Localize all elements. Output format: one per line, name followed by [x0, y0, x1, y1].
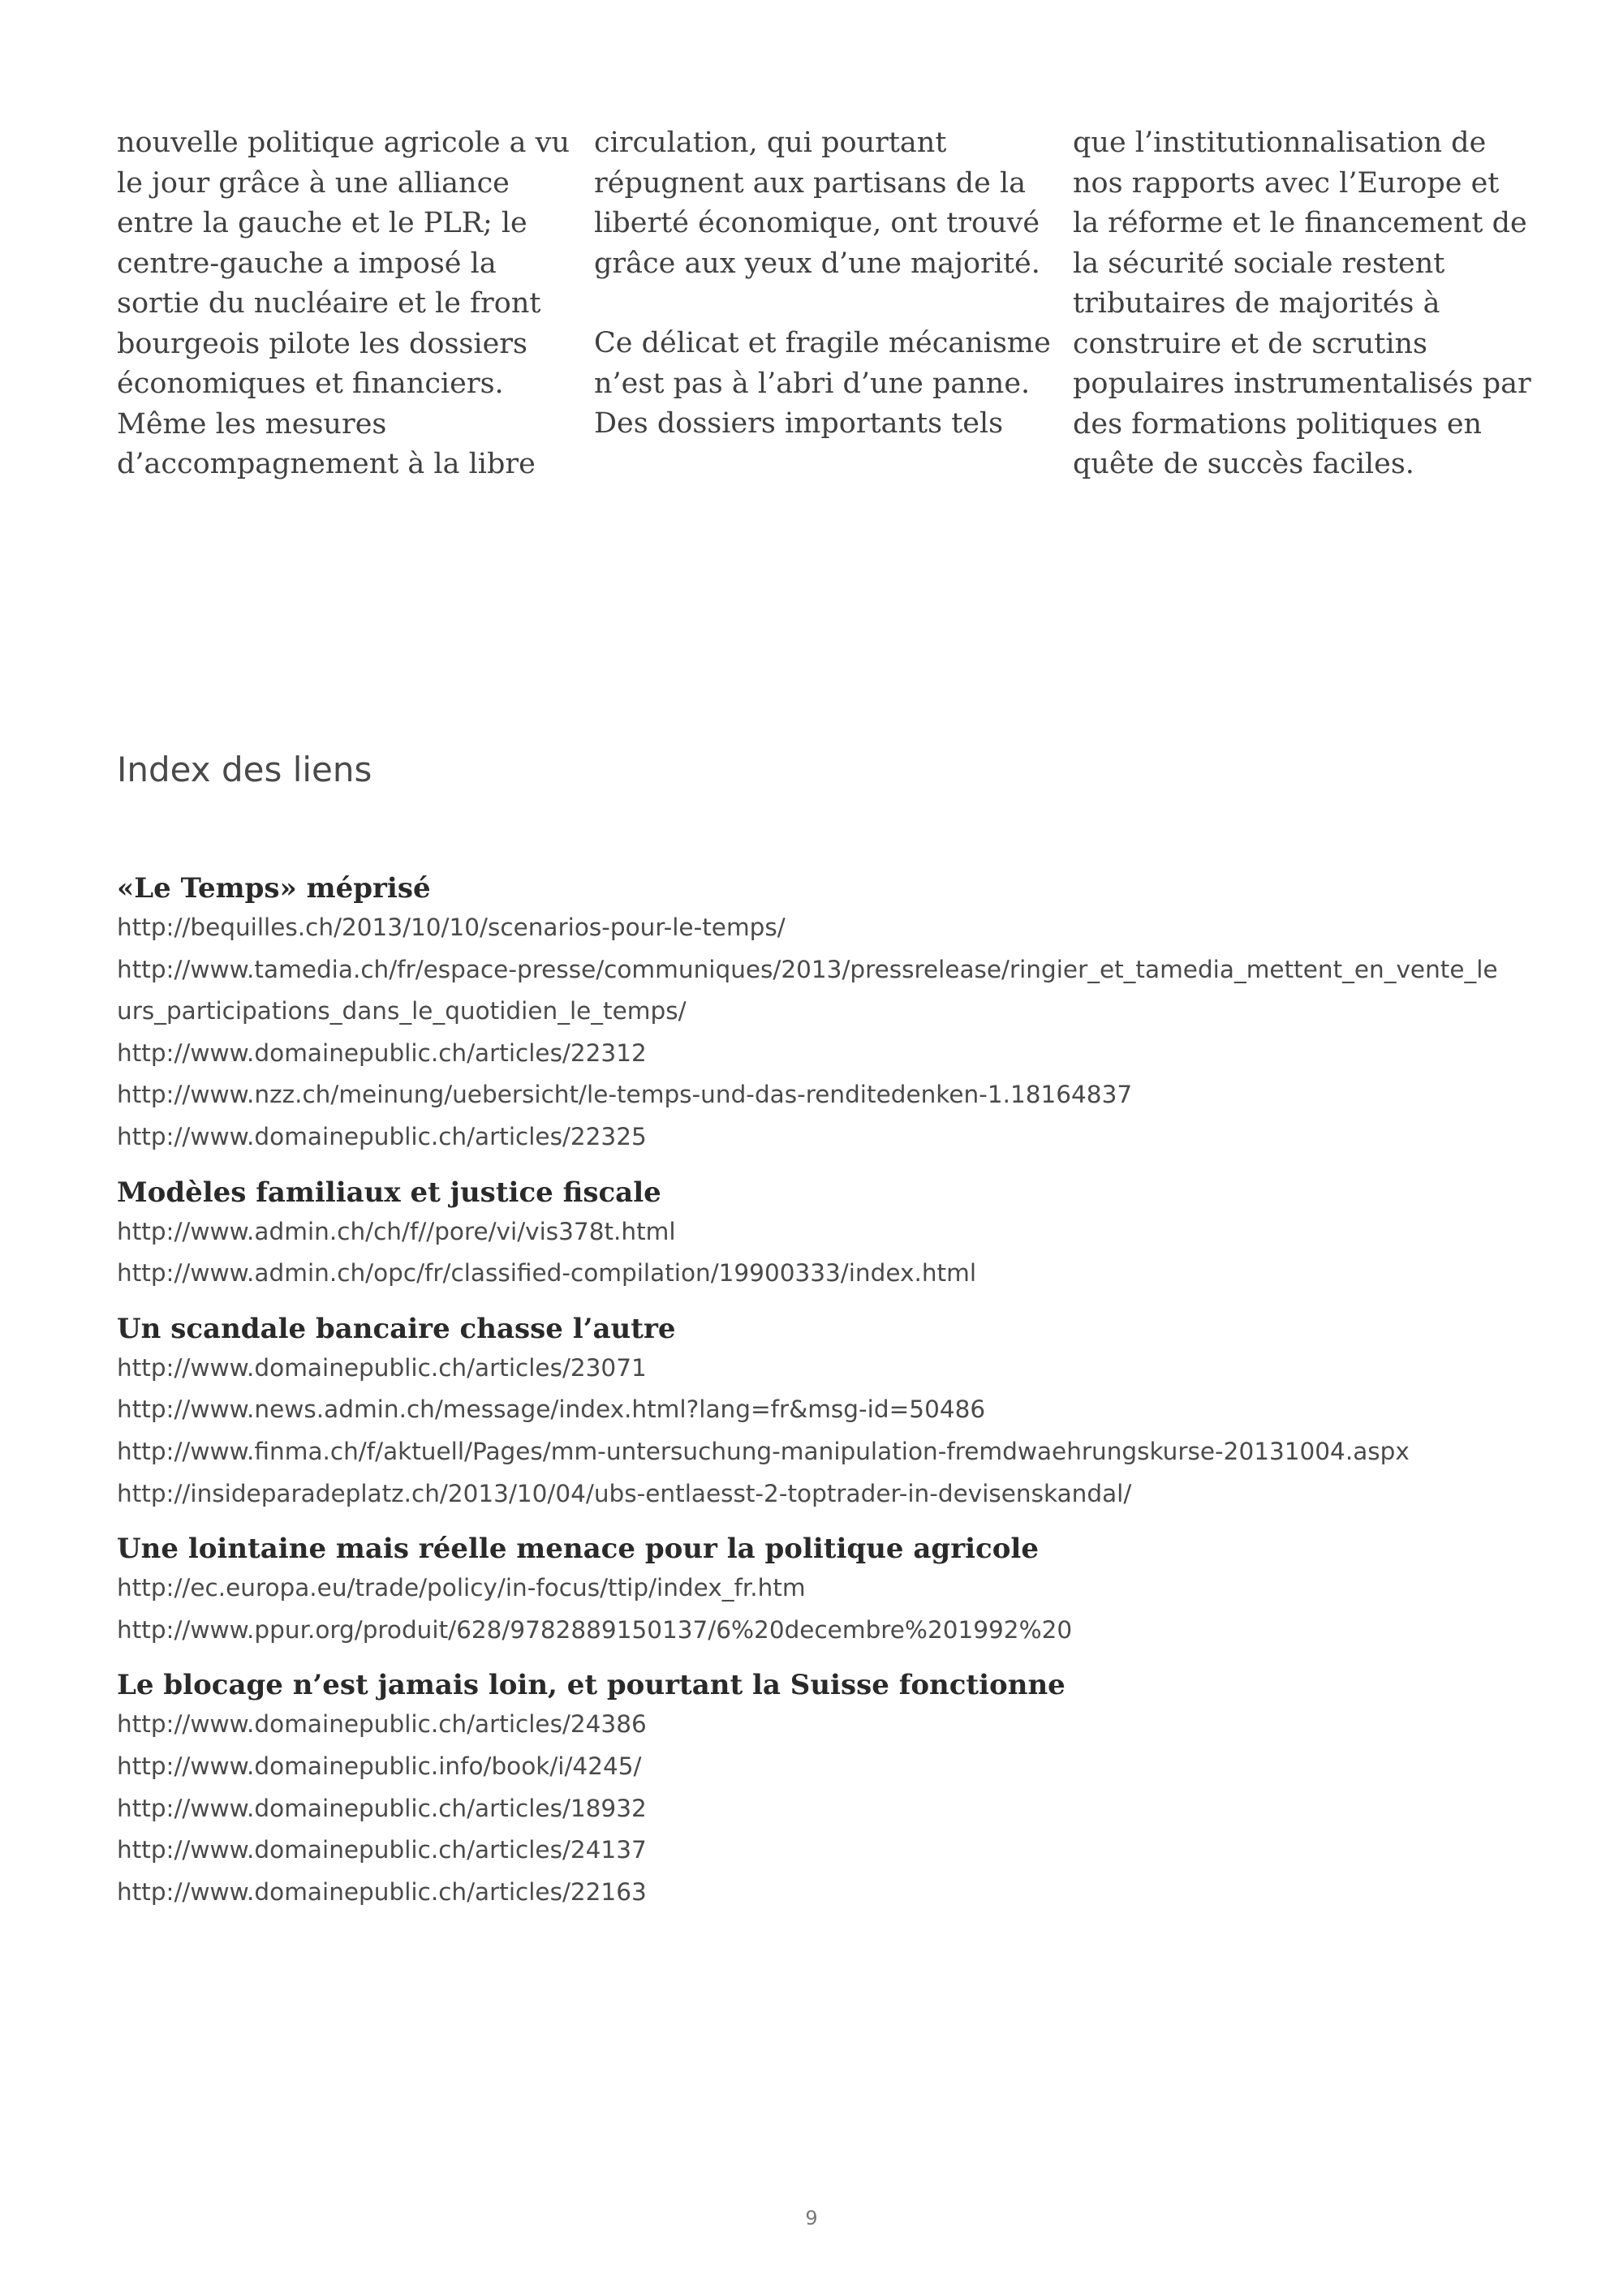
link-url[interactable]: http://www.admin.ch/opc/fr/classified-compilation/19900333/index.html: [117, 1259, 977, 1288]
link-url[interactable]: http://www.domainepublic.info/book/i/4245/: [117, 1752, 642, 1780]
text-line: tributaires de majorités à: [1073, 287, 1440, 320]
text-line: circulation, qui pourtant: [594, 127, 947, 159]
link-url[interactable]: http://bequilles.ch/2013/10/10/scenarios-pour-le-temps/: [117, 914, 786, 941]
link-section: [117, 1530, 1513, 1651]
paragraph: [1073, 123, 1531, 485]
link-section: [117, 1666, 1513, 1913]
link-index: [117, 870, 1513, 1928]
text-line: Ce délicat et fragile mécanisme: [594, 327, 1051, 359]
text-line: liberté économique, ont trouvé: [594, 207, 1040, 239]
paragraph: [117, 123, 570, 485]
text-line: le jour grâce à une alliance: [117, 166, 510, 200]
text-line: centre-gauche a imposé la: [117, 247, 497, 280]
section-title: «Le Temps» méprisé: [117, 872, 431, 905]
article-column-3: [1073, 123, 1531, 485]
text-line: nos rapports avec l’Europe et: [1073, 166, 1500, 200]
text-line: des formations politiques en: [1073, 407, 1483, 441]
link-url[interactable]: http://www.domainepublic.ch/articles/23071: [117, 1353, 647, 1382]
text-line: sortie du nucléaire et le front: [117, 287, 541, 320]
link-section: [117, 1174, 1513, 1295]
text-line: entre la gauche et le PLR; le: [117, 207, 527, 239]
text-line: Même les mesures: [117, 407, 387, 441]
link-url[interactable]: http://www.finma.ch/f/aktuell/Pages/mm-untersuchung-manipulation-fremdwaehrungskurse-20131004.aspx: [117, 1437, 1410, 1465]
index-title: Index des liens: [117, 750, 372, 789]
page-number: 9: [805, 2207, 818, 2229]
text-line: bourgeois pilote les dossiers: [117, 327, 527, 360]
link-url[interactable]: http://ec.europa.eu/trade/policy/in-focus/ttip/index_fr.htm: [117, 1574, 806, 1602]
link-url[interactable]: http://www.admin.ch/ch/f//pore/vi/vis378t.html: [117, 1217, 676, 1245]
link-url[interactable]: http://www.news.admin.ch/message/index.html?lang=fr&msg-id=50486: [117, 1395, 986, 1424]
paragraph: [594, 324, 1051, 445]
link-url[interactable]: http://www.domainepublic.ch/articles/22325: [117, 1122, 647, 1150]
link-url[interactable]: http://www.nzz.ch/meinung/uebersicht/le-temps-und-das-renditedenken-1.18164837: [117, 1081, 1133, 1109]
section-title: Une lointaine mais réelle menace pour la politique agricole: [117, 1533, 1039, 1566]
link-url[interactable]: http://www.domainepublic.ch/articles/24137: [117, 1836, 647, 1864]
link-url[interactable]: http://www.tamedia.ch/fr/espace-presse/communiques/2013/pressrelease/ringier_et_tamedia_mettent_en_vente_leurs_participations_dans_le_quotidien_le_temps/: [117, 955, 1498, 1025]
link-section: [117, 870, 1513, 1159]
text-line: nouvelle politique agricole a vu: [117, 127, 570, 159]
text-line: quête de succès faciles.: [1073, 448, 1414, 480]
text-line: économiques et financiers.: [117, 368, 504, 400]
link-url[interactable]: http://insideparadeplatz.ch/2013/10/04/ubs-entlaesst-2-toptrader-in-devisenskandal/: [117, 1479, 1132, 1507]
text-line: répugnent aux partisans de la: [594, 166, 1027, 200]
text-line: n’est pas à l’abri d’une panne.: [594, 367, 1031, 400]
link-url[interactable]: http://www.domainepublic.ch/articles/24386: [117, 1710, 647, 1739]
text-line: populaires instrumentalisés par: [1073, 368, 1531, 400]
text-line: d’accompagnement à la libre: [117, 448, 536, 480]
article-columns: [117, 123, 1531, 488]
link-section: [117, 1310, 1513, 1515]
link-url[interactable]: http://www.domainepublic.ch/articles/22163: [117, 1877, 647, 1906]
article-column-2: [594, 123, 1051, 445]
section-title: Le blocage n’est jamais loin, et pourtant la Suisse fonctionne: [117, 1669, 1065, 1702]
text-line: la réforme et le financement de: [1073, 207, 1527, 239]
section-title: Un scandale bancaire chasse l’autre: [117, 1312, 676, 1345]
text-line: la sécurité sociale restent: [1073, 247, 1445, 280]
text-line: grâce aux yeux d’une majorité.: [594, 247, 1040, 280]
section-title: Modèles familiaux et justice fiscale: [117, 1176, 661, 1209]
text-line: construire et de scrutins: [1073, 327, 1428, 360]
paragraph: [594, 123, 1040, 284]
link-url[interactable]: http://www.domainepublic.ch/articles/22312: [117, 1038, 647, 1067]
link-url[interactable]: http://www.domainepublic.ch/articles/18932: [117, 1794, 647, 1822]
text-line: que l’institutionnalisation de: [1073, 127, 1487, 159]
text-line: Des dossiers importants tels: [594, 407, 1004, 440]
link-url[interactable]: http://www.ppur.org/produit/628/9782889150137/6%20decembre%201992%20: [117, 1615, 1073, 1644]
article-column-1: [117, 123, 570, 485]
